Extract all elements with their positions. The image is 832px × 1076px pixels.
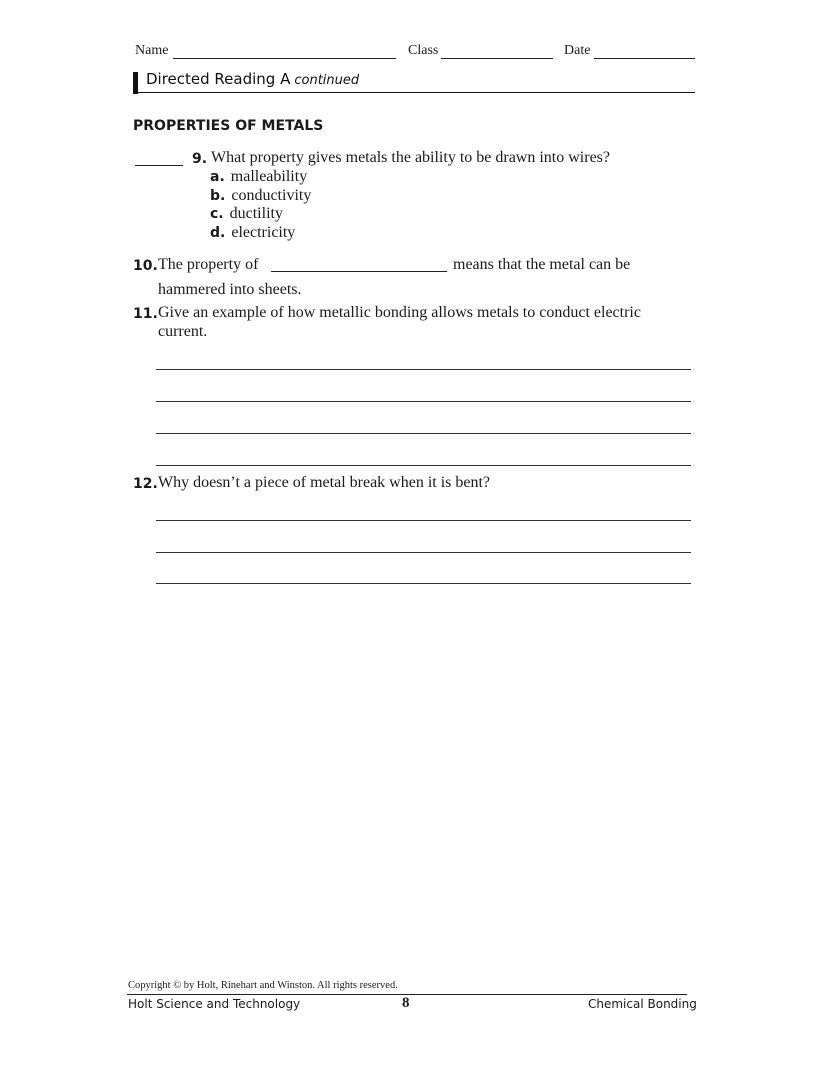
q9-option-c-text: ductility — [229, 205, 283, 222]
q11-answer-line-2[interactable] — [156, 401, 691, 402]
q11-answer-line-1[interactable] — [156, 369, 691, 370]
q9-option-c-letter: c. — [210, 206, 224, 222]
q9-number: 9. — [192, 151, 208, 167]
page-number: 8 — [402, 995, 410, 1011]
footer-publisher: Holt Science and Technology — [128, 997, 301, 1011]
q9-option-b-letter: b. — [210, 188, 226, 204]
name-field[interactable] — [173, 58, 396, 59]
q10-answer-blank[interactable] — [271, 271, 447, 272]
q11-number: 11. — [133, 306, 158, 322]
q10-number: 10. — [133, 258, 158, 274]
worksheet-title — [146, 70, 359, 88]
q9-option-b[interactable] — [210, 187, 311, 205]
class-field[interactable] — [441, 58, 553, 59]
q11-answer-line-3[interactable] — [156, 433, 691, 434]
q9-option-a-text: malleability — [230, 168, 308, 185]
title-main: Directed Reading A — [146, 70, 291, 88]
date-label: Date — [564, 43, 591, 58]
q12-answer-line-2[interactable] — [156, 552, 691, 553]
copyright-notice: Copyright © by Holt, Rinehart and Winston. All rights reserved. — [128, 980, 398, 991]
q12-number: 12. — [133, 476, 158, 492]
q12-text: Why doesn’t a piece of metal break when it is bent? — [158, 474, 491, 491]
q10-text-line2: hammered into sheets. — [158, 281, 302, 298]
q11-answer-line-4[interactable] — [156, 465, 691, 466]
q9-option-a-letter: a. — [210, 169, 225, 185]
title-marker — [133, 72, 138, 94]
name-label: Name — [135, 43, 169, 58]
q11-text-line1: Give an example of how metallic bonding allows metals to conduct electric — [158, 304, 641, 321]
date-field[interactable] — [594, 58, 695, 59]
q9-option-c[interactable] — [210, 205, 283, 223]
q11-text-line2: current. — [158, 323, 208, 340]
q12-answer-line-3[interactable] — [156, 583, 691, 584]
q9-option-a[interactable] — [210, 168, 307, 186]
q9-answer-blank[interactable] — [135, 165, 183, 166]
class-label: Class — [408, 43, 439, 58]
q9-option-d-letter: d. — [210, 225, 226, 241]
title-continued: continued — [294, 73, 360, 88]
section-heading: PROPERTIES OF METALS — [133, 118, 324, 134]
q10-text-after: means that the metal can be — [453, 256, 631, 273]
q9-option-d[interactable] — [210, 224, 295, 242]
q9-option-d-text: electricity — [231, 224, 296, 241]
footer-chapter: Chemical Bonding — [588, 997, 697, 1011]
q9-option-b-text: conductivity — [231, 187, 312, 204]
q9-text: What property gives metals the ability to be drawn into wires? — [211, 149, 610, 166]
q12-answer-line-1[interactable] — [156, 520, 691, 521]
title-rule — [133, 92, 695, 93]
q10-text-before: The property of — [158, 256, 259, 273]
